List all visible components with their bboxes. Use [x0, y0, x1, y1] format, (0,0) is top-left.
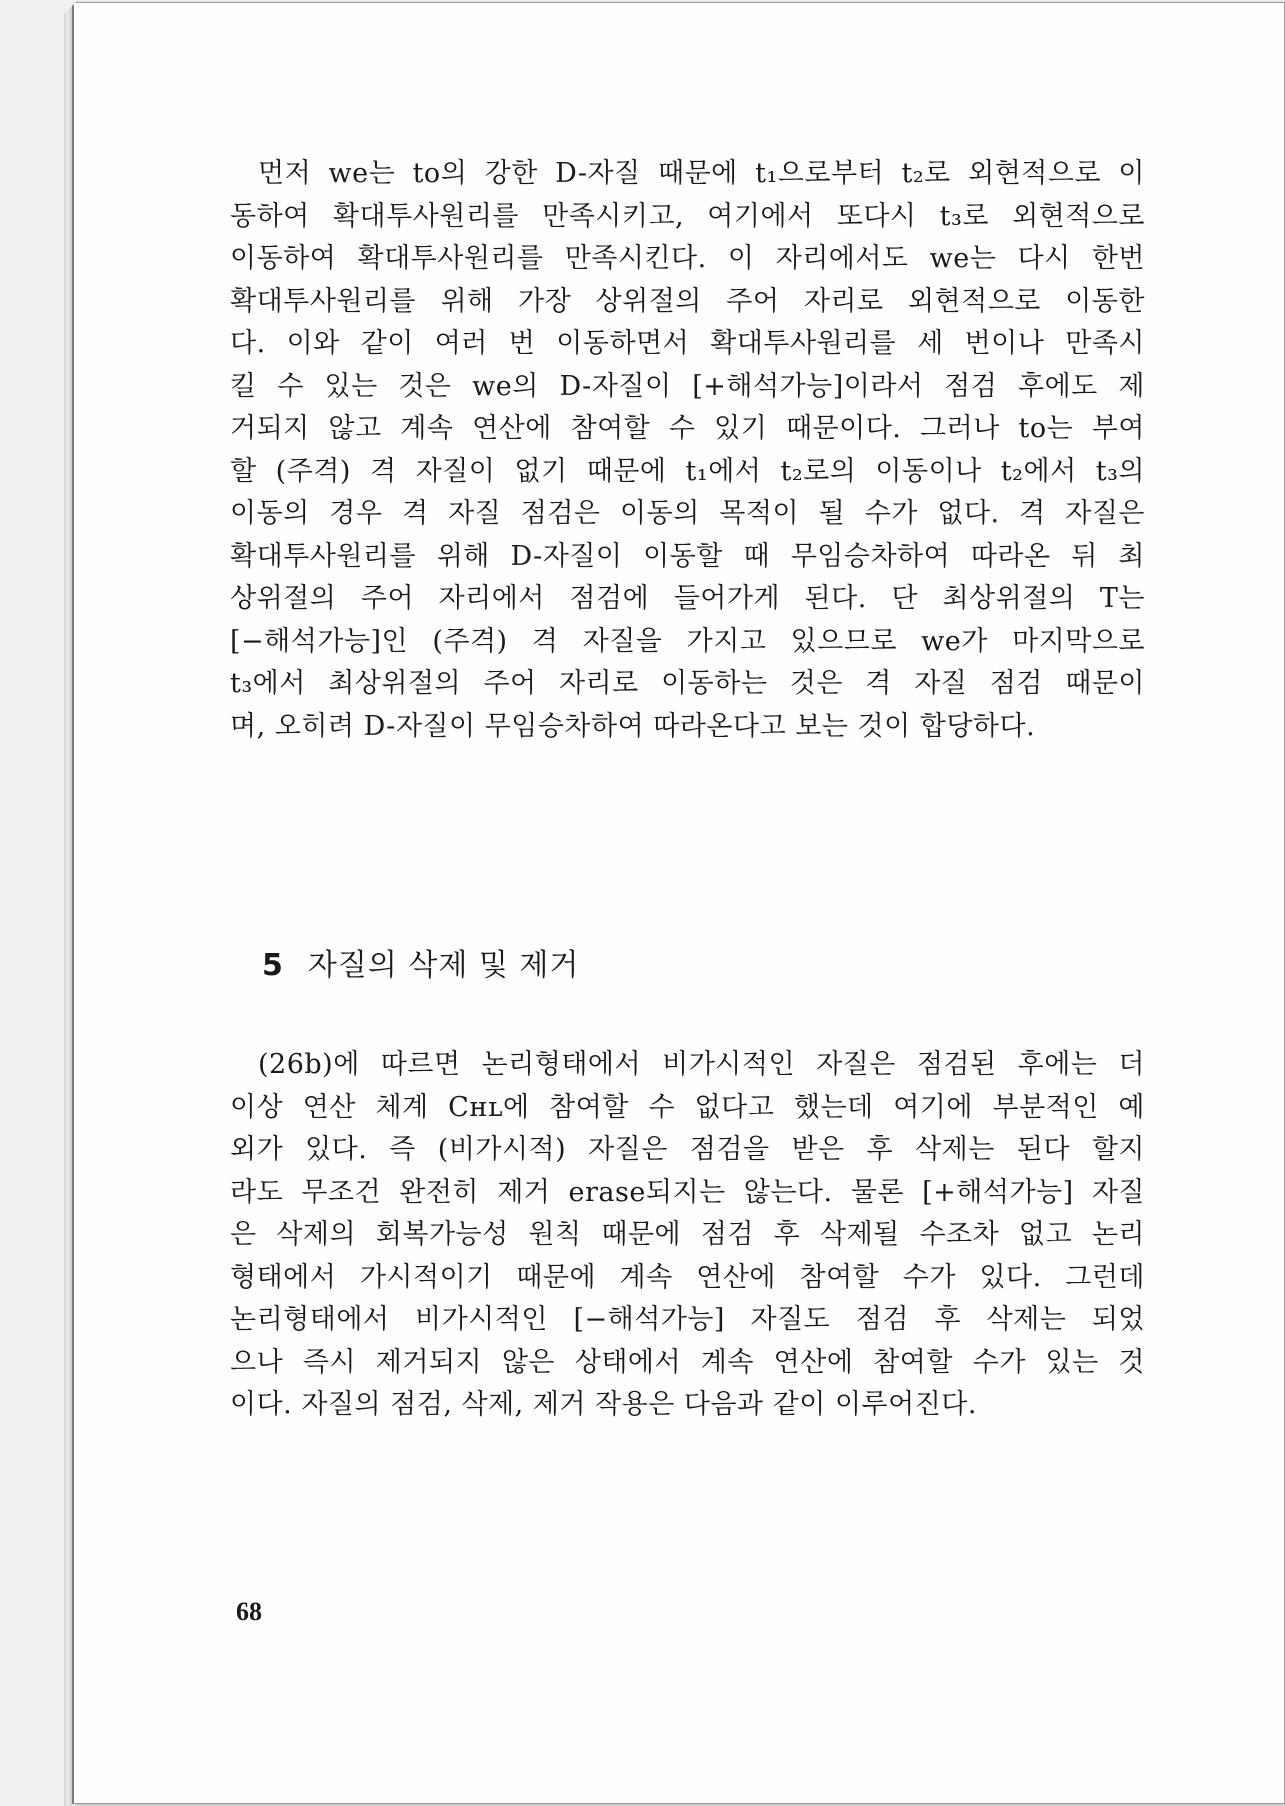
text-line: 이동의 경우 격 자질 점검은 이동의 목적이 될 수가 없다. 격 자질은: [230, 498, 1145, 529]
text-line: 며, 오히려 D-자질이 무임승차하여 따라온다고 보는 것이 합당하다.: [230, 710, 1036, 742]
text-line: 상위절의 주어 자리에서 점검에 들어가게 된다. 단 최상위절의 T는: [230, 583, 1145, 614]
text-line: 확대투사원리를 위해 D-자질이 이동할 때 무임승차하여 따라온 뒤 최: [230, 540, 1145, 572]
text-line: 형태에서 가시적이기 때문에 계속 연산에 참여할 수가 있다. 그런데: [230, 1261, 1145, 1293]
text-line: [−해석가능]인 (주격) 격 자질을 가지고 있으므로 we가 마지막으로: [230, 625, 1145, 657]
page-stack-edge: [64, 0, 72, 1806]
text-line: 논리형태에서 비가시적인 [−해석가능] 자질도 점검 후 삭제는 되었: [230, 1304, 1145, 1335]
text-line: 으나 즉시 제거되지 않은 상태에서 계속 연산에 참여할 수가 있는 것: [230, 1346, 1145, 1378]
text-line: 킬 수 있는 것은 we의 D-자질이 [+해석가능]이라서 점검 후에도 제: [230, 370, 1145, 402]
text-line: t₃에서 최상위절의 주어 자리로 이동하는 것은 격 자질 점검 때문이: [230, 668, 1145, 699]
text-line: 동하여 확대투사원리를 만족시키고, 여기에서 또다시 t₃로 외현적으로: [230, 200, 1145, 232]
text-line: 먼저 we는 to의 강한 D-자질 때문에 t₁으로부터 t₂로 외현적으로 이: [258, 158, 1145, 189]
section-title: 자질의 삭제 및 제거: [307, 948, 580, 983]
text-line: 다. 이와 같이 여러 번 이동하면서 확대투사원리를 세 번이나 만족시: [230, 328, 1145, 359]
text-line: 이상 연산 체계 Cʜʟ에 참여할 수 없다고 했는데 여기에 부분적인 예: [230, 1091, 1145, 1123]
section-heading: [262, 946, 579, 986]
section-number: 5: [262, 948, 284, 983]
text-line: 이동하여 확대투사원리를 만족시킨다. 이 자리에서도 we는 다시 한번: [230, 243, 1145, 274]
text-line: (26b)에 따르면 논리형태에서 비가시적인 자질은 점검된 후에는 더: [258, 1049, 1145, 1080]
text-line: 은 삭제의 회복가능성 원칙 때문에 점검 후 삭제될 수조차 없고 논리: [230, 1219, 1145, 1250]
text-line: 확대투사원리를 위해 가장 상위절의 주어 자리로 외현적으로 이동한: [230, 285, 1145, 317]
folded-corner: [64, 0, 78, 14]
text-line: 외가 있다. 즉 (비가시적) 자질은 점검을 받은 후 삭제는 된다 할지: [230, 1134, 1145, 1165]
text-line: 이다. 자질의 점검, 삭제, 제거 작용은 다음과 같이 이루어진다.: [230, 1389, 977, 1420]
text-line: 라도 무조건 완전히 제거 erase되지는 않는다. 물론 [+해석가능] 자질: [230, 1176, 1145, 1208]
text-line: 할 (주격) 격 자질이 없기 때문에 t₁에서 t₂로의 이동이나 t₂에서 t₃의: [230, 455, 1145, 487]
page-number: 68: [236, 1597, 262, 1626]
paragraph-1: [230, 153, 1145, 748]
text-line: 거되지 않고 계속 연산에 참여할 수 있기 때문이다. 그러나 to는 부여: [230, 413, 1145, 444]
paragraph-2: [230, 1044, 1145, 1427]
